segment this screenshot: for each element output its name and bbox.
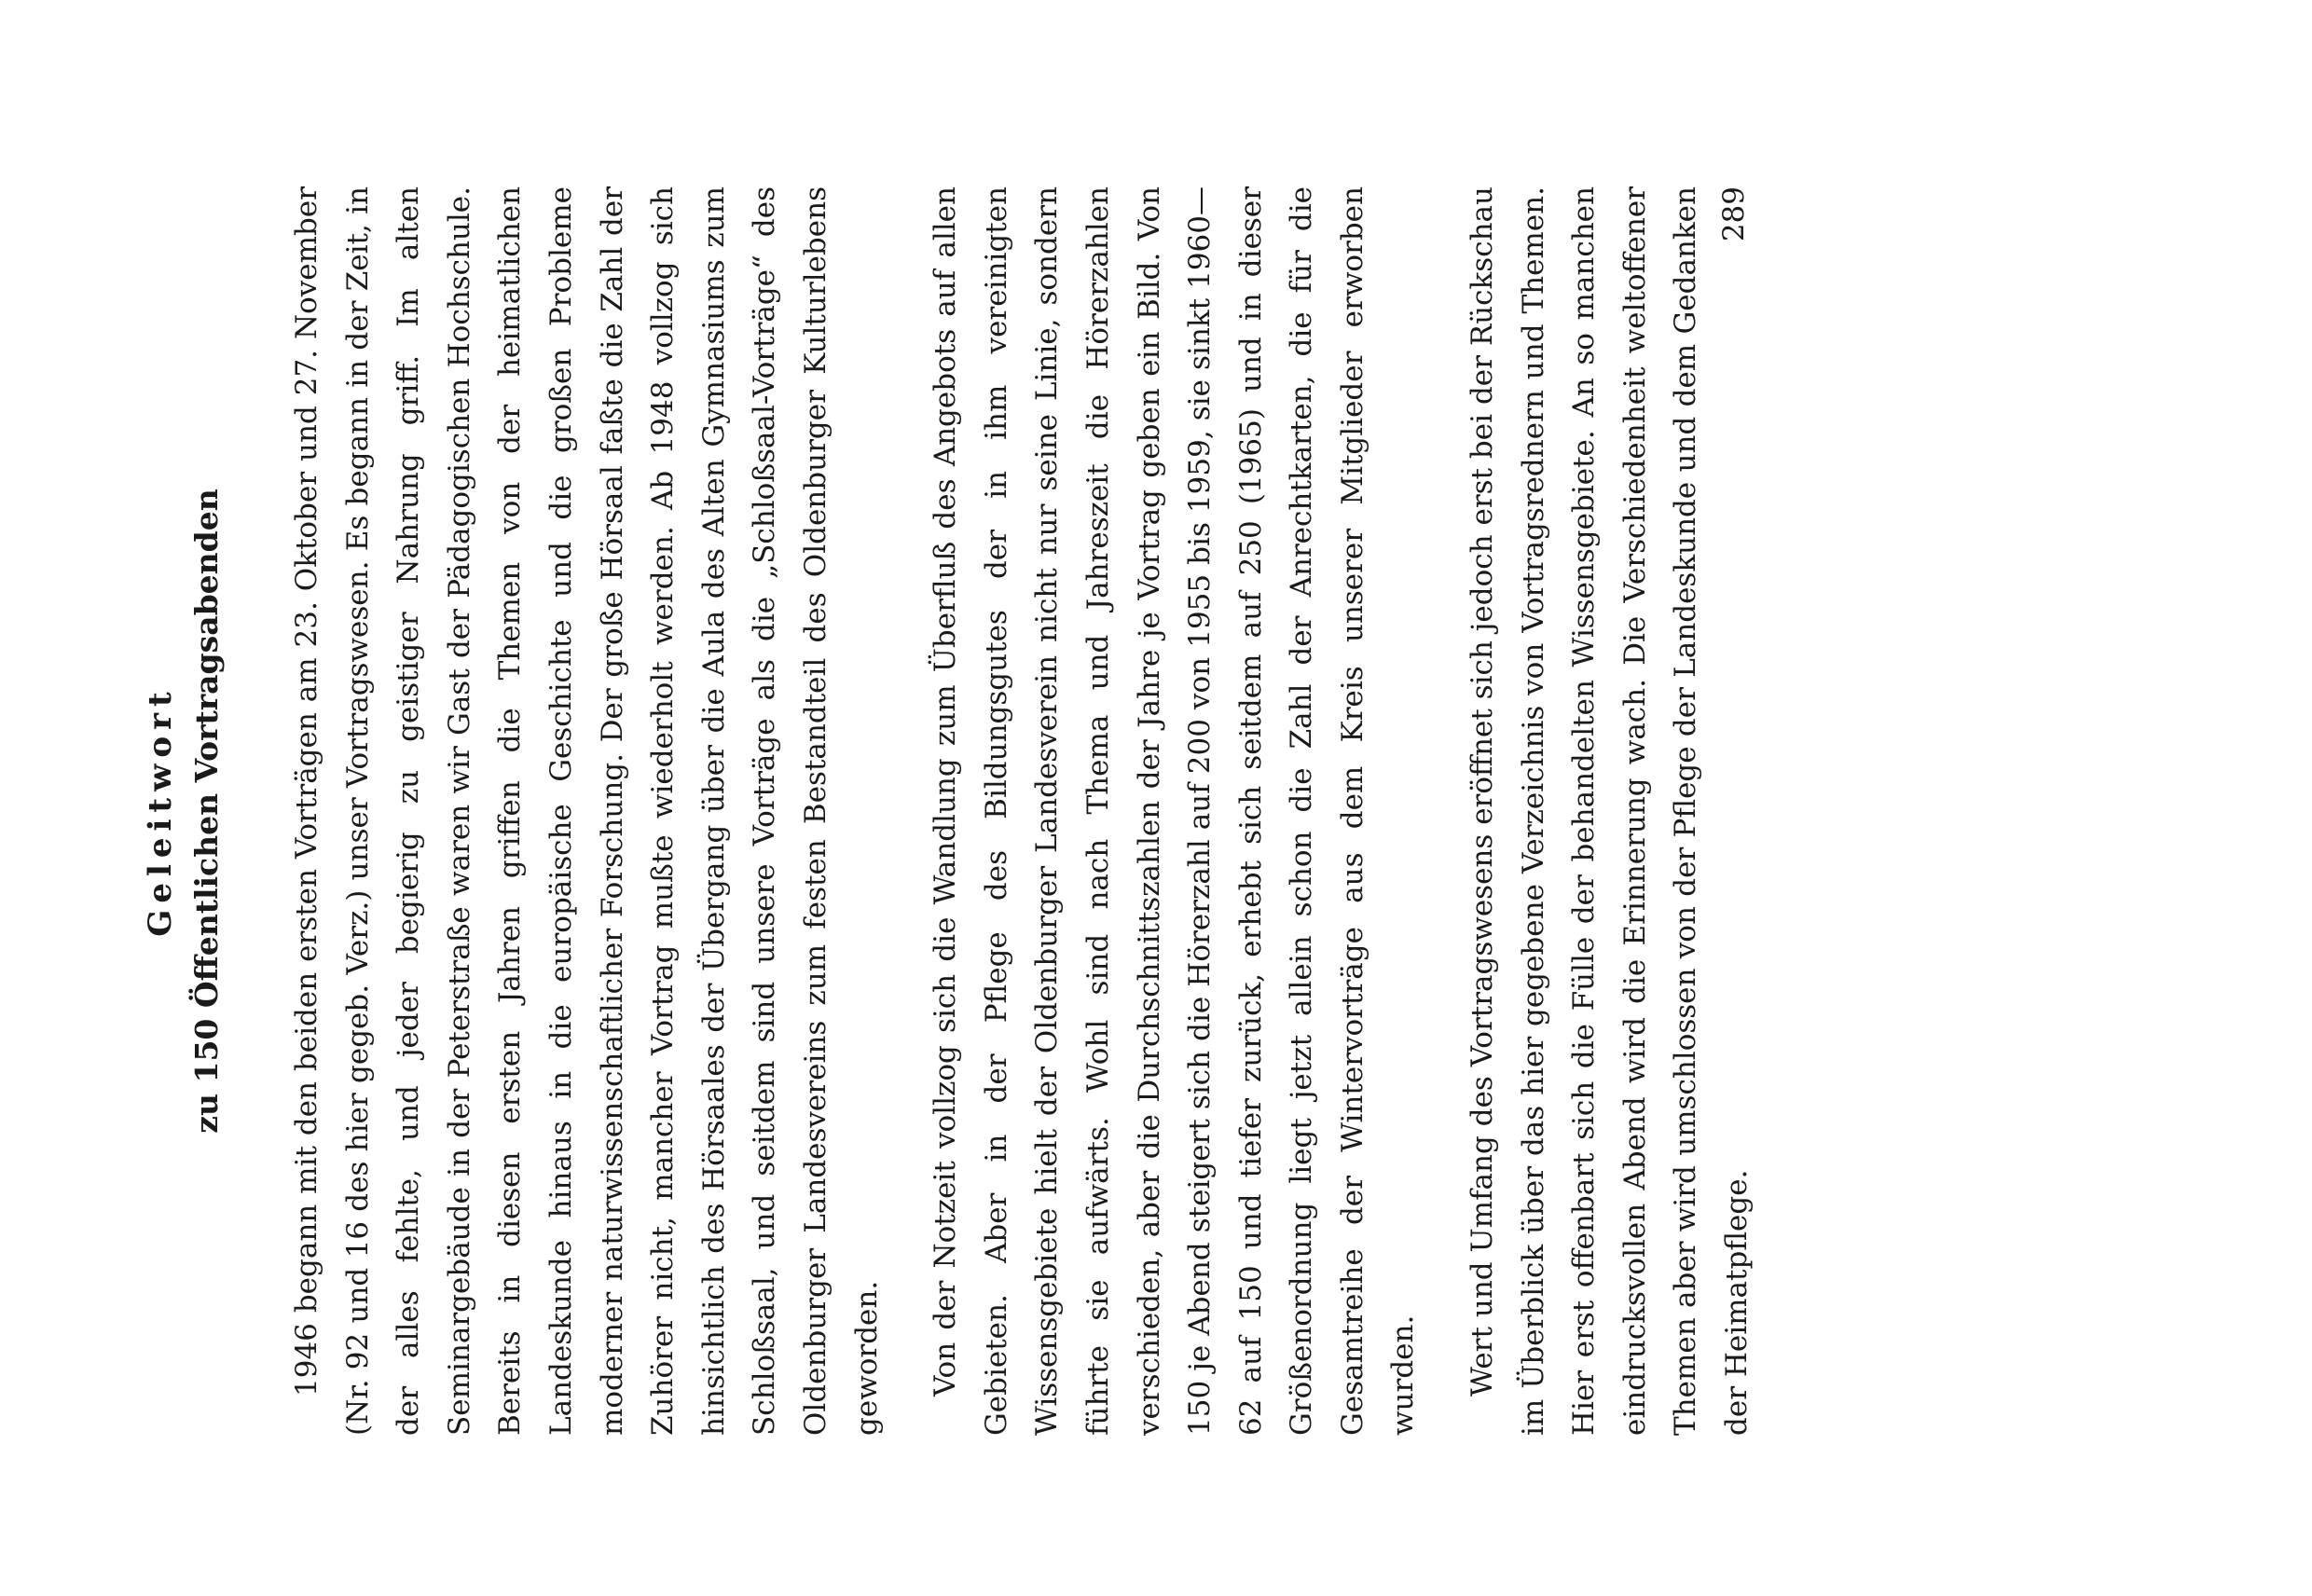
page-title: Geleitwort <box>142 685 179 937</box>
rotated-page <box>131 186 1846 1436</box>
paragraph-1: 1946 begann mit den beiden ersten Vorträgen am 23. Oktober und 27. November (Nr. 92 und 16 des hier gegeb. Verz.) unser Vortragswesen. Es begann in der Zeit, in der alles fehlte, und jeder begierig zu geistiger Nahrung griff. Im alten Seminargebäude in der Peterstraße waren wir Gast der Pädagogischen Hochschule. Bereits in diesen ersten Jahren griffen die Themen von der heimatlichen Landeskunde hinaus in die europäische Geschichte und die großen Probleme moderner naturwissenschaftlicher Forschung. Der große Hörsaal faßte die Zahl der Zuhörer nicht, mancher Vortrag mußte wiederholt werden. Ab 1948 vollzog sich hinsichtlich des Hörsaales der Übergang über die Aula des Alten Gymnasiums zum Schloßsaal, und seitdem sind unsere Vorträge als die „Schloßsaal-Vorträge“ des Oldenburger Landesvereins zum festen Bestandteil des Oldenburger Kulturlebens geworden. <box>290 186 884 1436</box>
body-text <box>282 186 1763 1436</box>
page-subtitle: zu 150 Öffentlichen Vortragsabenden <box>188 488 225 1134</box>
paragraph-3: Wert und Umfang des Vortragswesens eröffnet sich jedoch erst bei der Rückschau im Überblick über das hier gegebene Verzeichnis von Vortragsrednern und Themen. Hier erst offenbart sich die Fülle der behandelten Wissensgebiete. An so manchen eindrucksvollen Abend wird die Erinnerung wach. Die Verschiedenheit weltoffener Themen aber wird umschlossen von der Pflege der Landeskunde und dem Gedanken der Heimatpflege. <box>1466 186 1755 1436</box>
paragraph-2: Von der Notzeit vollzog sich die Wandlung zum Überfluß des Angebots auf allen Gebieten. Aber in der Pflege des Bildungsgutes der in ihm vereinigten Wissensgebiete hielt der Oldenburger Landesverein nicht nur seine Linie, sondern führte sie aufwärts. Wohl sind nach Thema und Jahreszeit die Hörerzahlen verschieden, aber die Durchschnittszahlen der Jahre je Vortrag geben ein Bild. Von 150 je Abend steigert sich die Hörerzahl auf 200 von 1955 bis 1959, sie sinkt 1960—62 auf 150 und tiefer zurück, erhebt sich seitdem auf 250 (1965) und in dieser Größenordnung liegt jetzt allein schon die Zahl der Anrechtkarten, die für die Gesamtreihe der Wintervorträge aus dem Kreis unserer Mitglieder erworben wurden. <box>929 186 1421 1436</box>
page-number: 289 <box>1717 186 1751 242</box>
